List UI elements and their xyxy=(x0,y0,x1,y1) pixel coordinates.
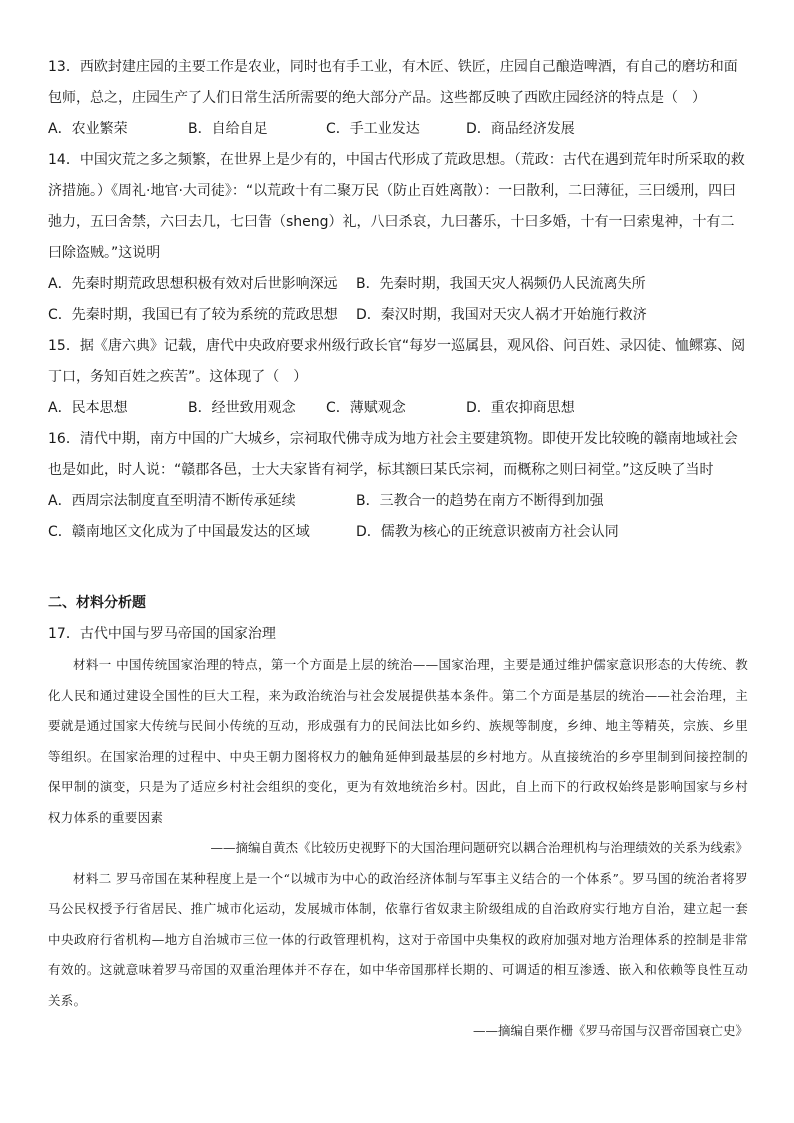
question-16-options-row2 xyxy=(48,517,748,548)
option-a: A．先秦时期荒政思想积极有效对后世影响深远 xyxy=(48,276,338,292)
material-two: 材料二 罗马帝国在某种程度上是一个“以城市为中心的政治经济体制与军事主义结合的一个体系”。罗马国的统治者将罗马公民权授予行省居民、推广城市化运动，发展城市体制，依靠行省奴隶主阶级组成的自治政府实行地方自治，建立起一套中央政府行省机构—地方自治城市三位一体的行政管理机构，这对于帝国中央集权的政府加强对地方治理体系的控制是非常有效的。这就意味着罗马帝国的双重治理体并不存在，如中华帝国那样长期的、可调适的相互渗透、嵌入和依赖等良性互动关系。 xyxy=(48,870,748,1008)
question-17-stem: 17．古代中国与罗马帝国的国家治理 xyxy=(48,626,276,642)
question-15-options xyxy=(48,393,748,424)
question-15-stem: 15．据《唐六典》记载，唐代中央政府要求州级行政长官“每岁一巡属县，观风俗、问百姓、录囚徒、恤鳏寡、阅丁口，务知百姓之疾苦”。这体现了（ ） xyxy=(48,338,746,385)
material-one: 材料一 中国传统国家治理的特点，第一个方面是上层的统治——国家治理，主要是通过维护儒家意识形态的大传统、教化人民和通过建设全国性的巨大工程，来为政治统治与社会发展提供基本条件。第二个方面是基层的统治——社会治理，主要就是通过国家大传统与民间小传统的互动，形成强有力的民间法比如乡约、族规等制度，乡绅、地主等精英，宗族、乡里等组织。在国家治理的过程中、中央王朝力图将权力的触角延伸到最基层的乡村地方。从直接统治的乡亭里制到间接控制的保甲制的演变，只是为了适应乡村社会组织的变化，更为有效地统治乡村。因此，自上而下的行政权始终是影响国家与乡村权力体系的重要因素 xyxy=(48,657,748,825)
question-16-options-row1 xyxy=(48,486,748,517)
question-14-stem: 14．中国灾荒之多之频繁，在世界上是少有的，中国古代形成了荒政思想。（荒政：古代在遇到荒年时所采取的救济措施。）《周礼·地官·大司徒》：“以荒政十有二聚万民（防止百姓离散）：一曰散利，二曰薄征，三曰缓刑，四曰弛力，五曰舍禁，六曰去几，七曰眚（sheng）礼，八曰杀哀，九曰蕃乐，十曰多婚，十有一曰索鬼神，十有二曰除盗贼。”这说明 xyxy=(48,152,745,261)
material-one-source: ——摘编自黄杰《比较历史视野下的大国治理问题研究以耦合治理机构与治理绩效的关系为线索》 xyxy=(210,840,748,855)
option-d: D．秦汉时期，我国对天灾人祸才开始施行救济 xyxy=(356,307,647,323)
option-b: B．自给自足 xyxy=(188,121,268,137)
option-d: D．儒教为核心的正统意识被南方社会认同 xyxy=(356,524,619,540)
exam-page xyxy=(48,52,748,1047)
section-title: 二、材料分析题 xyxy=(48,595,146,611)
question-13-options xyxy=(48,114,748,145)
material-two-source: ——摘编自栗作栅《罗马帝国与汉晋帝国衰亡史》 xyxy=(472,1023,748,1038)
option-c: C．先秦时期，我国已有了较为系统的荒政思想 xyxy=(48,307,338,323)
option-b: B．三教合一的趋势在南方不断得到加强 xyxy=(356,493,604,509)
question-14-options-row2 xyxy=(48,300,748,331)
option-a: A．民本思想 xyxy=(48,400,128,416)
question-16-stem: 16．清代中期，南方中国的广大城乡，宗祠取代佛寺成为地方社会主要建筑物。即使开发比较晚的赣南地域社会也是如此，时人说：“赣郡各邑，士大夫家皆有祠学，标其额曰某氏宗祠，而概称之则曰祠堂。”这反映了当时 xyxy=(48,431,738,478)
option-b: B．先秦时期，我国天灾人祸频仍人民流离失所 xyxy=(356,276,646,292)
option-a: A．西周宗法制度直至明清不断传承延续 xyxy=(48,493,296,509)
option-c: C．手工业发达 xyxy=(326,121,420,137)
option-c: C．赣南地区文化成为了中国最发达的区域 xyxy=(48,524,310,540)
option-b: B．经世致用观念 xyxy=(188,400,296,416)
option-a: A．农业繁荣 xyxy=(48,121,128,137)
question-13-stem: 13．西欧封建庄园的主要工作是农业，同时也有手工业，有木匠、铁匠，庄园自己酿造啤酒，有自己的磨坊和面包师，总之，庄园生产了人们日常生活所需要的绝大部分产品。这些都反映了西欧庄园经济的特点是（ ） xyxy=(48,59,738,106)
option-d: D．重农抑商思想 xyxy=(466,400,575,416)
option-d: D．商品经济发展 xyxy=(466,121,575,137)
question-14-options-row1 xyxy=(48,269,748,300)
option-c: C．薄赋观念 xyxy=(326,400,406,416)
